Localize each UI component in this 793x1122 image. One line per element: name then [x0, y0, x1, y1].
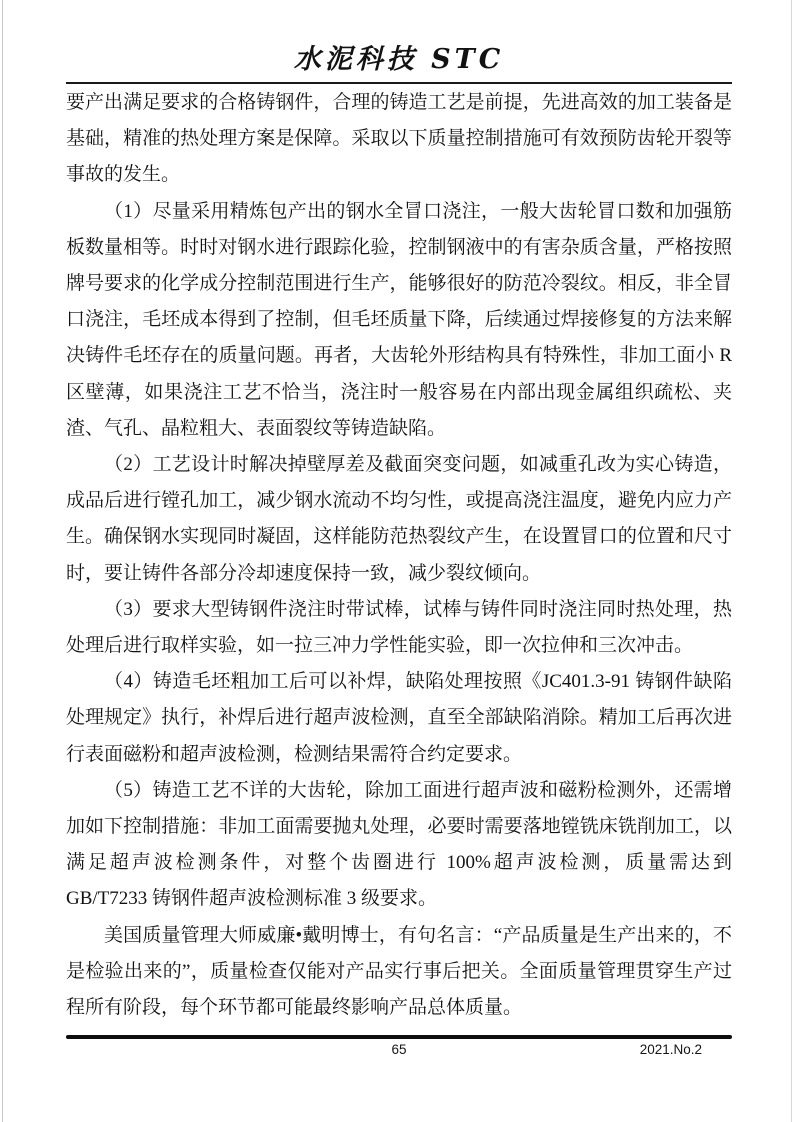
scan-edge-left-line	[2, 0, 3, 1122]
journal-title: 水泥科技 STC	[293, 44, 505, 75]
body-paragraph: （4）铸造毛坯粗加工后可以补焊，缺陷处理按照《JC401.3-91 铸钢件缺陷处理规定》执行，补焊后进行超声波检测，直至全部缺陷消除。精加工后再次进行表面磁粉和超声波检测，检测结果需符合约定要求。	[66, 671, 732, 765]
body-paragraph: （1）尽量采用精炼包产出的钢水全冒口浇注，一般大齿轮冒口数和加强筋板数量相等。时时对钢水进行跟踪化验，控制钢液中的有害杂质含量，严格按照牌号要求的化学成分控制范围进行生产，能够很好的防范冷裂纹。相反，非全冒口浇注，毛坯成本得到了控制，但毛坯质量下降，后续通过焊接修复的方法来解决铸件毛坯存在的质量问题。再者，大齿轮外形结构具有特殊性，非加工面小 R 区壁薄，如果浇注工艺不恰当，浇注时一般容易在内部出现金属组织疏松、夹渣、气孔、晶粒粗大、表面裂纹等铸造缺陷。	[66, 200, 732, 439]
body-paragraph: 要产出满足要求的合格铸钢件，合理的铸造工艺是前提，先进高效的加工装备是基础，精准的热处理方案是保障。采取以下质量控制措施可有效预防齿轮开裂等事故的发生。	[66, 92, 732, 186]
body-paragraph: 美国质量管理大师威廉•戴明博士，有句名言：“产品质量是生产出来的，不是检验出来的”，质量检查仅能对产品实行事后把关。全面质量管理贯穿生产过程所有阶段，每个环节都可能最终影响产品总体质量。	[66, 924, 732, 1019]
article-body	[66, 84, 732, 1026]
issue-number: 2021.No.2	[639, 1042, 702, 1057]
footer-rule	[66, 1035, 732, 1039]
page-footer	[66, 1035, 732, 1059]
body-paragraph: （5）铸造工艺不详的大齿轮，除加工面进行超声波和磁粉检测外，还需增加如下控制措施：非加工面需要抛丸处理，必要时需要落地镗铣床铣削加工，以满足超声波检测条件，对整个齿圈进行 100%超声波检测，质量需达到 GB/T7233 铸钢件超声波检测标准 3 级要求。	[66, 779, 732, 910]
body-paragraph: （2）工艺设计时解决掉壁厚差及截面突变问题，如减重孔改为实心铸造，成品后进行镗孔加工，减少钢水流动不均匀性，或提高浇注温度，避免内应力产生。确保钢水实现同时凝固，这样能防范热裂纹产生，在设置冒口的位置和尺寸时，要让铸件各部分冷却速度保持一致，减少裂纹倾向。	[66, 454, 732, 584]
scan-edge-right-line	[791, 0, 792, 1122]
body-paragraph: （3）要求大型铸钢件浇注时带试棒，试棒与铸件同时浇注同时热处理，热处理后进行取样实验，如一拉三冲力学性能实验，即一次拉伸和三次冲击。	[66, 598, 732, 657]
page-number: 65	[391, 1042, 407, 1057]
